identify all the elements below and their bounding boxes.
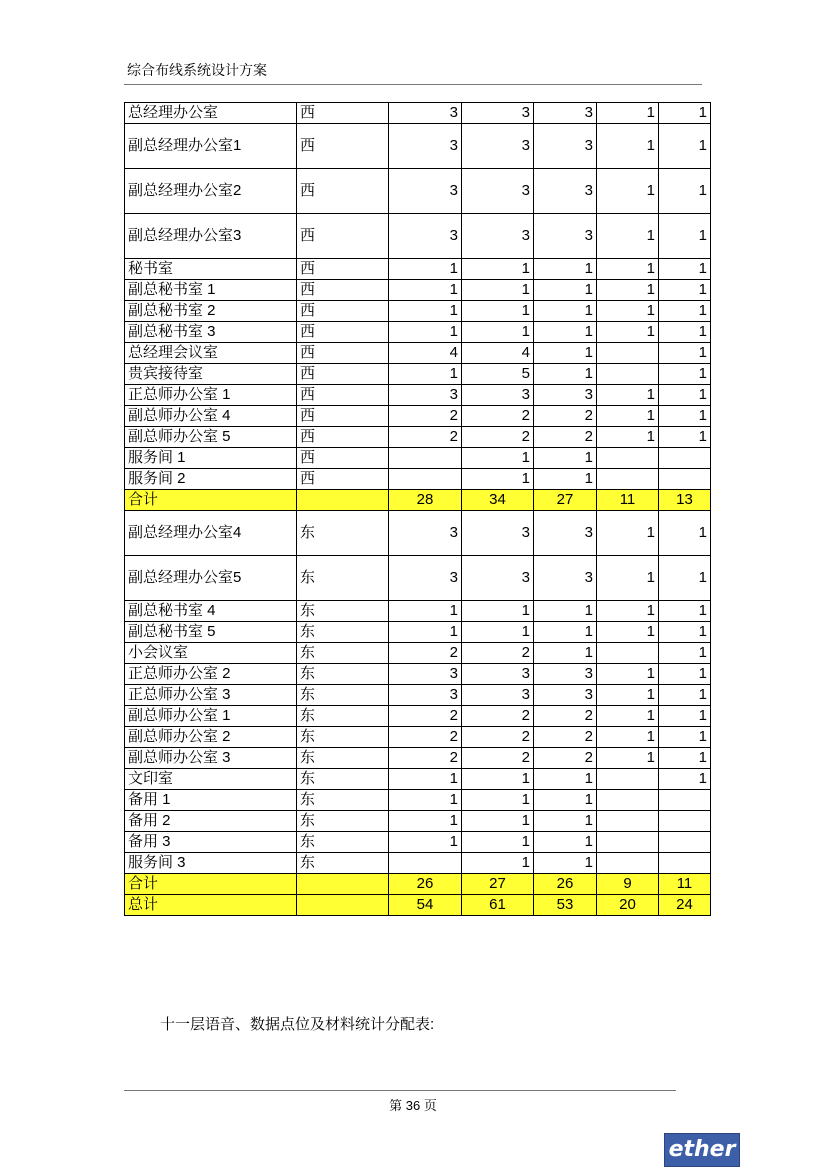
page-number: 第 36 页 <box>389 1098 437 1113</box>
count-cell: 2 <box>462 643 534 664</box>
count-cell: 1 <box>389 259 462 280</box>
room-name-cell: 正总师办公室 2 <box>125 664 297 685</box>
count-cell: 1 <box>597 622 659 643</box>
count-cell: 1 <box>462 853 534 874</box>
room-name-cell: 副总秘书室 1 <box>125 280 297 301</box>
table-row <box>125 832 711 853</box>
count-cell: 3 <box>389 556 462 601</box>
count-cell: 1 <box>597 322 659 343</box>
direction-cell: 东 <box>297 853 389 874</box>
direction-cell <box>297 895 389 916</box>
direction-cell: 东 <box>297 748 389 769</box>
count-cell: 3 <box>389 685 462 706</box>
count-cell: 1 <box>462 769 534 790</box>
count-cell: 1 <box>659 406 711 427</box>
room-name-cell: 副总经理办公室5 <box>125 556 297 601</box>
count-cell: 1 <box>597 280 659 301</box>
count-cell <box>597 469 659 490</box>
direction-cell: 东 <box>297 511 389 556</box>
room-name-cell: 服务间 3 <box>125 853 297 874</box>
direction-cell: 西 <box>297 343 389 364</box>
direction-cell: 东 <box>297 727 389 748</box>
table-row <box>125 853 711 874</box>
count-cell: 1 <box>597 727 659 748</box>
room-name-cell: 副总师办公室 3 <box>125 748 297 769</box>
count-cell: 3 <box>462 385 534 406</box>
direction-cell: 西 <box>297 259 389 280</box>
count-cell: 1 <box>462 301 534 322</box>
count-cell: 1 <box>659 169 711 214</box>
points-statistics-table <box>124 102 711 916</box>
room-name-cell: 总计 <box>125 895 297 916</box>
room-name-cell: 服务间 2 <box>125 469 297 490</box>
room-name-cell: 备用 1 <box>125 790 297 811</box>
count-cell: 3 <box>462 511 534 556</box>
count-cell: 2 <box>534 427 597 448</box>
count-cell: 1 <box>659 259 711 280</box>
direction-cell: 西 <box>297 448 389 469</box>
count-cell: 3 <box>534 385 597 406</box>
total-row <box>125 874 711 895</box>
count-cell: 1 <box>389 601 462 622</box>
direction-cell: 西 <box>297 322 389 343</box>
count-cell: 2 <box>389 706 462 727</box>
count-cell: 53 <box>534 895 597 916</box>
count-cell: 1 <box>534 364 597 385</box>
count-cell: 3 <box>389 385 462 406</box>
count-cell: 3 <box>462 664 534 685</box>
count-cell: 1 <box>597 214 659 259</box>
count-cell: 5 <box>462 364 534 385</box>
table-row <box>125 364 711 385</box>
table-row <box>125 664 711 685</box>
direction-cell: 东 <box>297 664 389 685</box>
count-cell: 3 <box>534 511 597 556</box>
count-cell: 1 <box>659 556 711 601</box>
room-name-cell: 正总师办公室 1 <box>125 385 297 406</box>
count-cell: 1 <box>534 790 597 811</box>
count-cell: 1 <box>389 832 462 853</box>
direction-cell: 东 <box>297 685 389 706</box>
direction-cell: 东 <box>297 811 389 832</box>
count-cell: 11 <box>597 490 659 511</box>
direction-cell: 东 <box>297 601 389 622</box>
count-cell: 1 <box>462 601 534 622</box>
count-cell: 1 <box>659 727 711 748</box>
count-cell: 3 <box>389 169 462 214</box>
direction-cell: 西 <box>297 364 389 385</box>
count-cell: 1 <box>534 343 597 364</box>
count-cell: 2 <box>534 706 597 727</box>
direction-cell: 西 <box>297 469 389 490</box>
count-cell <box>597 769 659 790</box>
room-name-cell: 副总秘书室 2 <box>125 301 297 322</box>
table-row <box>125 124 711 169</box>
count-cell: 9 <box>597 874 659 895</box>
table-row <box>125 643 711 664</box>
count-cell: 3 <box>389 214 462 259</box>
direction-cell: 东 <box>297 643 389 664</box>
count-cell: 1 <box>534 853 597 874</box>
count-cell: 3 <box>534 169 597 214</box>
count-cell: 1 <box>534 280 597 301</box>
count-cell: 3 <box>389 664 462 685</box>
table-row <box>125 214 711 259</box>
page-header-title: 综合布线系统设计方案 <box>127 62 267 78</box>
count-cell: 1 <box>389 364 462 385</box>
direction-cell: 西 <box>297 124 389 169</box>
count-cell: 1 <box>534 601 597 622</box>
count-cell: 1 <box>597 169 659 214</box>
count-cell <box>659 448 711 469</box>
count-cell <box>597 643 659 664</box>
count-cell: 3 <box>462 214 534 259</box>
count-cell <box>597 364 659 385</box>
count-cell: 11 <box>659 874 711 895</box>
table-row <box>125 706 711 727</box>
room-name-cell: 副总秘书室 4 <box>125 601 297 622</box>
count-cell: 1 <box>462 322 534 343</box>
count-cell <box>659 790 711 811</box>
count-cell: 1 <box>462 811 534 832</box>
count-cell: 1 <box>659 685 711 706</box>
count-cell: 2 <box>462 406 534 427</box>
count-cell: 26 <box>534 874 597 895</box>
count-cell: 54 <box>389 895 462 916</box>
count-cell: 2 <box>389 643 462 664</box>
count-cell: 1 <box>597 259 659 280</box>
count-cell: 27 <box>534 490 597 511</box>
count-cell: 2 <box>389 727 462 748</box>
table-row <box>125 448 711 469</box>
table-row <box>125 406 711 427</box>
count-cell: 3 <box>462 685 534 706</box>
count-cell: 1 <box>534 448 597 469</box>
room-name-cell: 副总经理办公室2 <box>125 169 297 214</box>
count-cell <box>389 469 462 490</box>
direction-cell <box>297 490 389 511</box>
count-cell: 1 <box>597 748 659 769</box>
count-cell: 3 <box>389 511 462 556</box>
count-cell: 1 <box>534 469 597 490</box>
table-row <box>125 748 711 769</box>
count-cell: 1 <box>389 301 462 322</box>
count-cell: 1 <box>597 301 659 322</box>
direction-cell: 东 <box>297 622 389 643</box>
room-name-cell: 副总经理办公室4 <box>125 511 297 556</box>
direction-cell: 西 <box>297 385 389 406</box>
count-cell: 1 <box>659 706 711 727</box>
direction-cell: 东 <box>297 832 389 853</box>
count-cell <box>597 811 659 832</box>
count-cell: 1 <box>597 103 659 124</box>
count-cell: 1 <box>534 259 597 280</box>
total-row <box>125 490 711 511</box>
header-divider <box>124 84 702 85</box>
footer-divider <box>124 1090 676 1091</box>
count-cell: 3 <box>534 556 597 601</box>
count-cell: 2 <box>462 727 534 748</box>
table-row <box>125 301 711 322</box>
count-cell: 3 <box>462 124 534 169</box>
count-cell <box>597 343 659 364</box>
count-cell: 1 <box>659 322 711 343</box>
table-caption-note: 十一层语音、数据点位及材料统计分配表: <box>160 1016 435 1033</box>
ether-logo: ether <box>664 1133 740 1167</box>
table-row <box>125 511 711 556</box>
room-name-cell: 合计 <box>125 874 297 895</box>
count-cell: 1 <box>462 469 534 490</box>
count-cell: 4 <box>462 343 534 364</box>
table-row <box>125 427 711 448</box>
count-cell: 1 <box>534 811 597 832</box>
table-row <box>125 556 711 601</box>
count-cell: 1 <box>597 406 659 427</box>
room-name-cell: 正总师办公室 3 <box>125 685 297 706</box>
count-cell: 1 <box>597 556 659 601</box>
direction-cell: 西 <box>297 301 389 322</box>
count-cell: 1 <box>659 427 711 448</box>
count-cell: 1 <box>659 364 711 385</box>
count-cell: 1 <box>597 427 659 448</box>
count-cell: 1 <box>389 790 462 811</box>
table-row <box>125 685 711 706</box>
count-cell: 24 <box>659 895 711 916</box>
count-cell: 1 <box>597 664 659 685</box>
count-cell <box>597 853 659 874</box>
count-cell: 1 <box>462 790 534 811</box>
room-name-cell: 副总经理办公室3 <box>125 214 297 259</box>
table-row <box>125 769 711 790</box>
count-cell: 1 <box>534 769 597 790</box>
room-name-cell: 副总秘书室 5 <box>125 622 297 643</box>
direction-cell: 西 <box>297 214 389 259</box>
count-cell: 1 <box>659 511 711 556</box>
count-cell: 1 <box>659 622 711 643</box>
direction-cell: 东 <box>297 769 389 790</box>
count-cell: 2 <box>462 427 534 448</box>
count-cell: 26 <box>389 874 462 895</box>
count-cell: 1 <box>389 811 462 832</box>
room-name-cell: 秘书室 <box>125 259 297 280</box>
count-cell: 1 <box>597 685 659 706</box>
count-cell: 1 <box>462 622 534 643</box>
count-cell: 1 <box>462 280 534 301</box>
count-cell: 1 <box>389 322 462 343</box>
count-cell: 1 <box>597 385 659 406</box>
count-cell: 2 <box>389 427 462 448</box>
room-name-cell: 副总师办公室 4 <box>125 406 297 427</box>
count-cell: 1 <box>659 601 711 622</box>
direction-cell: 东 <box>297 706 389 727</box>
count-cell <box>597 448 659 469</box>
room-name-cell: 小会议室 <box>125 643 297 664</box>
count-cell: 1 <box>659 385 711 406</box>
room-name-cell: 总经理办公室 <box>125 103 297 124</box>
count-cell: 4 <box>389 343 462 364</box>
count-cell: 3 <box>462 103 534 124</box>
count-cell: 34 <box>462 490 534 511</box>
room-name-cell: 副总秘书室 3 <box>125 322 297 343</box>
table-row <box>125 385 711 406</box>
count-cell: 27 <box>462 874 534 895</box>
count-cell: 2 <box>534 748 597 769</box>
count-cell: 1 <box>389 622 462 643</box>
direction-cell: 西 <box>297 427 389 448</box>
direction-cell: 西 <box>297 406 389 427</box>
direction-cell: 西 <box>297 280 389 301</box>
room-name-cell: 副总师办公室 5 <box>125 427 297 448</box>
count-cell: 2 <box>534 727 597 748</box>
count-cell: 3 <box>389 103 462 124</box>
room-name-cell: 副总师办公室 1 <box>125 706 297 727</box>
count-cell <box>389 853 462 874</box>
count-cell: 1 <box>659 664 711 685</box>
count-cell: 1 <box>534 622 597 643</box>
count-cell: 3 <box>534 214 597 259</box>
count-cell: 1 <box>659 280 711 301</box>
count-cell: 1 <box>534 322 597 343</box>
count-cell: 1 <box>659 214 711 259</box>
table-row <box>125 469 711 490</box>
table-row <box>125 103 711 124</box>
count-cell: 1 <box>659 748 711 769</box>
direction-cell: 西 <box>297 169 389 214</box>
count-cell: 1 <box>462 448 534 469</box>
count-cell: 1 <box>462 832 534 853</box>
count-cell: 1 <box>389 769 462 790</box>
table-row <box>125 343 711 364</box>
direction-cell: 东 <box>297 790 389 811</box>
direction-cell: 东 <box>297 556 389 601</box>
table-row <box>125 259 711 280</box>
count-cell: 3 <box>462 556 534 601</box>
count-cell: 20 <box>597 895 659 916</box>
count-cell <box>659 853 711 874</box>
table-body <box>125 103 711 916</box>
room-name-cell: 服务间 1 <box>125 448 297 469</box>
count-cell <box>597 790 659 811</box>
room-name-cell: 备用 2 <box>125 811 297 832</box>
count-cell: 3 <box>534 685 597 706</box>
count-cell: 3 <box>389 124 462 169</box>
total-row <box>125 895 711 916</box>
count-cell: 1 <box>597 124 659 169</box>
count-cell: 3 <box>534 124 597 169</box>
count-cell: 1 <box>389 280 462 301</box>
room-name-cell: 总经理会议室 <box>125 343 297 364</box>
count-cell: 1 <box>534 832 597 853</box>
table-row <box>125 622 711 643</box>
count-cell: 1 <box>659 124 711 169</box>
count-cell: 2 <box>389 748 462 769</box>
room-name-cell: 副总师办公室 2 <box>125 727 297 748</box>
count-cell <box>389 448 462 469</box>
count-cell: 1 <box>659 643 711 664</box>
count-cell: 1 <box>659 769 711 790</box>
count-cell: 13 <box>659 490 711 511</box>
count-cell: 28 <box>389 490 462 511</box>
count-cell: 1 <box>597 706 659 727</box>
room-name-cell: 备用 3 <box>125 832 297 853</box>
count-cell: 1 <box>659 301 711 322</box>
count-cell: 1 <box>659 103 711 124</box>
room-name-cell: 合计 <box>125 490 297 511</box>
count-cell <box>659 811 711 832</box>
count-cell <box>659 469 711 490</box>
direction-cell <box>297 874 389 895</box>
count-cell: 1 <box>534 301 597 322</box>
count-cell: 1 <box>462 259 534 280</box>
count-cell: 1 <box>597 601 659 622</box>
table-row <box>125 601 711 622</box>
table-row <box>125 280 711 301</box>
count-cell: 1 <box>597 511 659 556</box>
count-cell: 61 <box>462 895 534 916</box>
count-cell: 1 <box>659 343 711 364</box>
count-cell: 1 <box>534 643 597 664</box>
count-cell: 2 <box>462 706 534 727</box>
count-cell <box>597 832 659 853</box>
table-row <box>125 790 711 811</box>
table-row <box>125 811 711 832</box>
direction-cell: 西 <box>297 103 389 124</box>
room-name-cell: 文印室 <box>125 769 297 790</box>
table-row <box>125 727 711 748</box>
count-cell: 2 <box>534 406 597 427</box>
count-cell <box>659 832 711 853</box>
count-cell: 2 <box>462 748 534 769</box>
count-cell: 3 <box>534 664 597 685</box>
count-cell: 3 <box>462 169 534 214</box>
count-cell: 3 <box>534 103 597 124</box>
room-name-cell: 副总经理办公室1 <box>125 124 297 169</box>
count-cell: 2 <box>389 406 462 427</box>
room-name-cell: 贵宾接待室 <box>125 364 297 385</box>
table-row <box>125 322 711 343</box>
table-row <box>125 169 711 214</box>
